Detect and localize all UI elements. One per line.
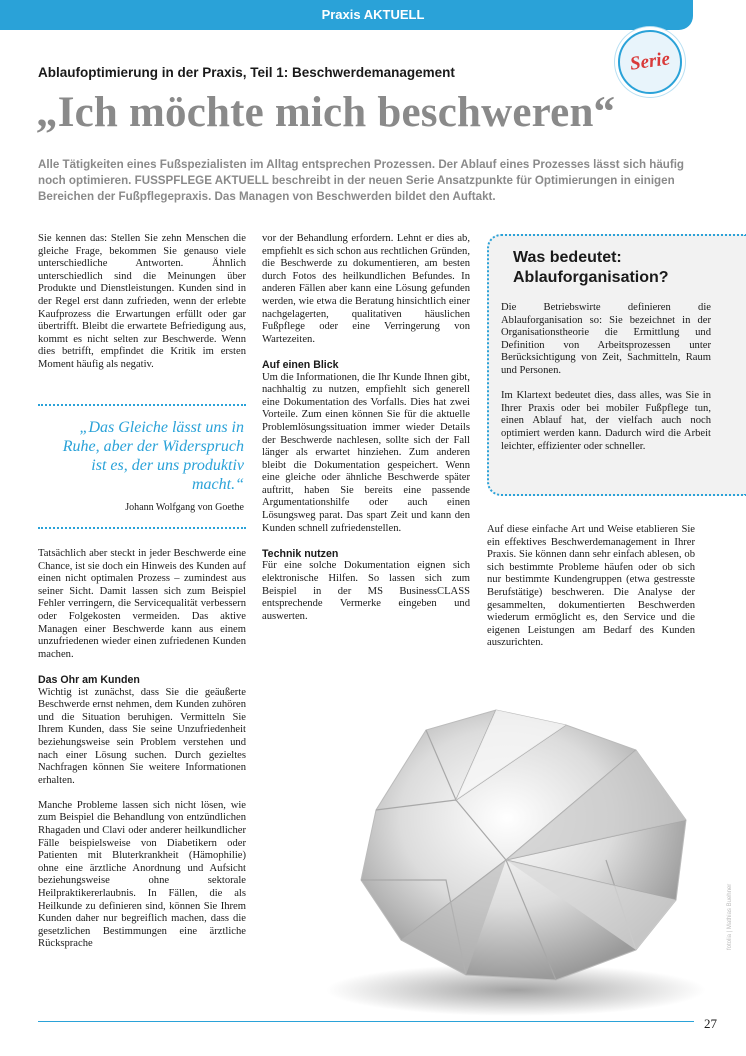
photo-credit: fotolia | Mathias Buehner (727, 883, 733, 950)
serie-badge-text: Serie (628, 48, 672, 75)
paragraph: Auf diese einfache Art und Weise etablieren Sie ein effektives Beschwerdemanagement in Ihrer Praxis. Sie können dann sehr einfach ablesen, ob sich bestimmte Probleme häufen oder ob sich nur bestimmte Kundengruppen (etwa gestresste Berufstätige) beschweren. Die Analyse der gesammelten, dokumentierten Beschwerden wiederum ermöglicht es, den Service und die eigenen Leistungen am Bedarf des Kunden auszurichten. (487, 524, 695, 649)
quote-author: Johann Wolfgang von Goethe (125, 502, 244, 513)
section-heading: Auf einen Blick (262, 358, 339, 371)
sidebar-title: Was bedeutet: Ablauforganisation? (513, 249, 669, 286)
footer-magazine: FUSSPFLEGE AKTUELL 3/2014 (303, 1024, 443, 1034)
section-heading: Das Ohr am Kunden (38, 673, 140, 686)
sidebar-text (501, 302, 711, 466)
paragraph: Tatsächlich aber steckt in jeder Beschwerde eine Chance, ist sie doch ein Hinweis des Kunden auf einen nicht optimalen Prozess – zumindest aus seiner Sicht. Damit lassen sich zum Beispiel Fehler verringern, die Servicequalität verbessern oder Folgekosten vermeiden. Das aktive Managen einer Beschwerde kann aus einem unzufriedenen wieder einen zufriedenen Kunden machen. (38, 548, 246, 660)
article-subtitle: Ablaufoptimierung in der Praxis, Teil 1: Beschwerdemanagement (38, 65, 455, 80)
column-3 (487, 524, 695, 663)
crumpled-paper-image (306, 690, 726, 1020)
quote-text: „Das Gleiche lässt uns in Ruhe, aber der Widerspruch ist es, der uns produktiv macht.“ (62, 419, 244, 493)
section-heading: Technik nutzen (262, 547, 339, 560)
paragraph: Sie kennen das: Stellen Sie zehn Menschen die gleiche Frage, bekommen Sie genauso viele unterschiedliche Antworten. Ähnlich unterschiedlich sind die Meinungen über Produkte und Dienstleistungen. Kunden sind in der Regel erst dann zufrieden, wenn der erlebte Kaufprozess die Erwartungen erfüllt oder gar übertrifft. Bleibt die erwartete Befriedigung aus, kommt es nicht selten zur Beschwerde. Wenn dies betrifft, empfindet die Kritik im ersten Moment häufig als negativ. (38, 233, 246, 370)
paragraph: Manche Probleme lassen sich nicht lösen, wie zum Beispiel die Behandlung von entzündlichen Rhagaden und Clavi oder anderer heilkundlicher Fälle beispielsweise von Diabetikern oder Patienten mit Bluterkrankheit (Hämophilie) ohne eine ärztliche Anordnung und Aufsicht beziehungsweise ohne sektorale Heilpraktikererlaubnis. In Fällen, die als Heilkunde zu definieren sind, können Sie Ihrem Kunden daher nur begreiflich machen, dass die gesetzlichen Bestimmungen eine ärztliche Rücksprache (38, 799, 246, 950)
paragraph: Die Betriebswirte definieren die Ablauforganisation so: Sie bezeichnet in der Organisationstheorie die Ermittlung und Definition von Arbeitsprozessen unter Berücksichtigung von Zeit, Sachmitteln, Raum und Personen. (501, 302, 711, 376)
paragraph: Wichtig ist zunächst, dass Sie die geäußerte Beschwerde ernst nehmen, dem Kunden zuhören und die Situation beruhigen. Vermitteln Sie Ihrem Kunden, dass Sie seine Unzufriedenheit beziehungsweise sein Problem verstehen und nach einer Lösung suchen. Durch gezieltes Nachfragen können Sie weitere Informationen erhalten. (38, 686, 246, 786)
footer-rule (38, 1021, 694, 1022)
paragraph: vor der Behandlung erfordern. Lehnt er dies ab, empfiehlt es sich schon aus rechtlichen Gründen, die Beschwerde zu dokumentieren, am besten durch Fotos des heilkundlichen Befundes. In anderen Fällen aber kann eine Lösung gefunden werden, wie etwa die Beratung hinsichtlich einer nachgelagerten, qualitativen häuslichen Fußpflege oder eine Verringerung von Wartezeiten. (262, 233, 470, 345)
paragraph: Im Klartext bedeutet dies, dass alles, was Sie in Ihrer Praxis oder bei mobiler Fußpflege tun, einen Ablauf hat, der vielfach auch noch optimiert werden kann. Dadurch wird die Arbeit leichter, effizienter oder schneller. (501, 390, 711, 452)
section-label: Praxis AKTUELL (321, 7, 425, 22)
column-1-bottom (38, 548, 246, 964)
info-sidebar (487, 234, 746, 496)
article-headline: „Ich möchte mich beschweren“ (36, 89, 616, 136)
article-lead: Alle Tätigkeiten eines Fußspezialisten im Alltag entsprechen Prozessen. Der Ablauf eines Prozesses lässt sich häufig noch optimieren. FUSSPFLEGE AKTUELL beschreibt in der neuen Serie Ansatzpunkte für Optimierungen in einigen Bereichen der Fußpflegepraxis. Das Managen von Beschwerden bildet den Auftakt. (38, 158, 685, 203)
column-2 (262, 233, 470, 636)
paragraph: Um die Informationen, die Ihr Kunde Ihnen gibt, nachhaltig zu nutzen, empfiehlt sich generell eine Dokumentation des Vorfalls. Dies hat zwei Vorteile. Zum einen können Sie für die aktuelle Problemlösungssituation immer wieder Details der Beschwerde nachlesen, sollte sich der Fall länger als erwartet hinziehen. Zum anderen bleibt die Dokumentation gespeichert. Wenn eine gleiche oder ähnliche Beschwerde später auftritt, haben Sie bereits eine passende Argumentationshilfe oder auch einen Lösungsweg parat. Das spart Zeit und kann den Kunden schnell zufriedenstellen. (262, 371, 470, 534)
column-1-top (38, 233, 246, 384)
serie-badge (618, 30, 682, 94)
pull-quote (38, 404, 246, 529)
page-number: 27 (704, 1016, 717, 1031)
paragraph: Für eine solche Dokumentation eignen sich elektronische Hilfen. So lassen sich zum Beispiel in der MS BusinessCLASS entsprechende Vermerke eingeben und auswerten. (262, 560, 470, 622)
